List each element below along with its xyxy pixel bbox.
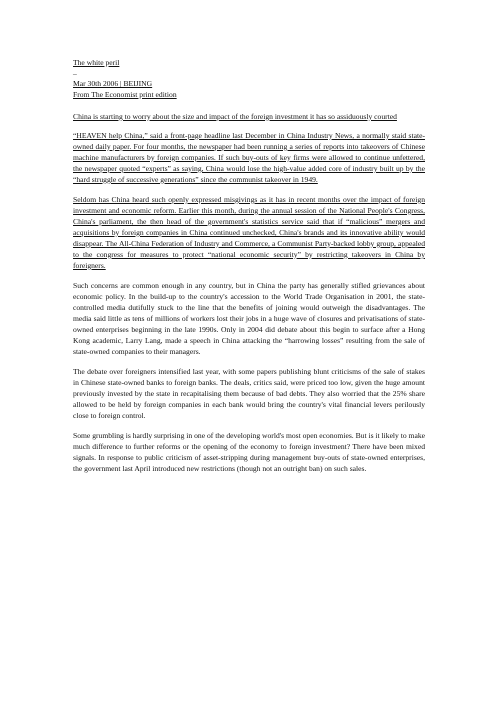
article-source: From The Economist print edition (73, 90, 177, 100)
paragraph-3: Such concerns are common enough in any country, but in China the party has generally stifled grievances about economic policy. In the build-up to the country's accession to the World Trade Organisation in 2001, the state-controlled media dutifully stuck to the line that the benefits of joining would outweigh the disadvantages. The media said little as tens of millions of workers lost their jobs in a huge wave of closures and privatisations of state-owned enterprises beginning in the late 1990s. Only in 2004 did debate about this begin to surface after a Hong Kong academic, Larry Lang, made a speech in China attacking the “harrowing losses” resulting from the sale of state-owned companies to their managers. (73, 280, 425, 356)
paragraph-1: “HEAVEN help China,” said a front-page headline last December in China Industry News, a normally staid state-owned daily paper. For four months, the newspaper had been running a series of reports into takeovers of Chinese machine manufacturers by foreign companies. If such buy-outs of key firms were allowed to continue unfettered, the newspaper quoted “experts” as saying, China would lose the high-value added core of industry built up by the “hard struggle of successive generations” since the communist takeover in 1949. (73, 130, 425, 184)
paragraph-4: The debate over foreigners intensified last year, with some papers publishing blunt criticisms of the sale of stakes in Chinese state-owned banks to foreign banks. The deals, critics said, were priced too low, given the huge amount previously invested by the state in recapitalising them because of bad debts. They also worried that the 25% share allowed to be held by foreign companies in each bank would bring the country's vital financial levers perilously close to foreign control. (73, 366, 425, 420)
article-dateline: Mar 30th 2006 | BEIJING (73, 79, 153, 89)
paragraph-5: Some grumbling is hardly surprising in one of the developing world's most open economies. But is it likely to make much difference to further reforms or the opening of the economy to foreign investment? There have been mixed signals. In response to public criticism of asset-stripping during management buy-outs of state-owned enterprises, the government last April introduced new restrictions (though not an outright ban) on such sales. (73, 430, 425, 473)
article (73, 58, 425, 474)
title-dash: – (73, 68, 77, 78)
article-title: The white peril (73, 58, 120, 67)
article-standfirst: China is starting to worry about the size and impact of the foreign investment it has so assiduously courted (73, 111, 397, 121)
paragraph-2: Seldom has China heard such openly expressed misgivings as it has in recent months over the impact of foreign investment and economic reform. Earlier this month, during the annual session of the National People's Congress, China's parliament, the then head of the government's statistics service said that if “malicious” mergers and acquisitions by foreign companies in China continued unchecked, China's brands and its innovative ability would disappear. The All-China Federation of Industry and Commerce, a Communist Party-backed lobby group, appealed to the congress for measures to protect “national economic security” by restricting takeovers in China by foreigners. (73, 194, 425, 270)
